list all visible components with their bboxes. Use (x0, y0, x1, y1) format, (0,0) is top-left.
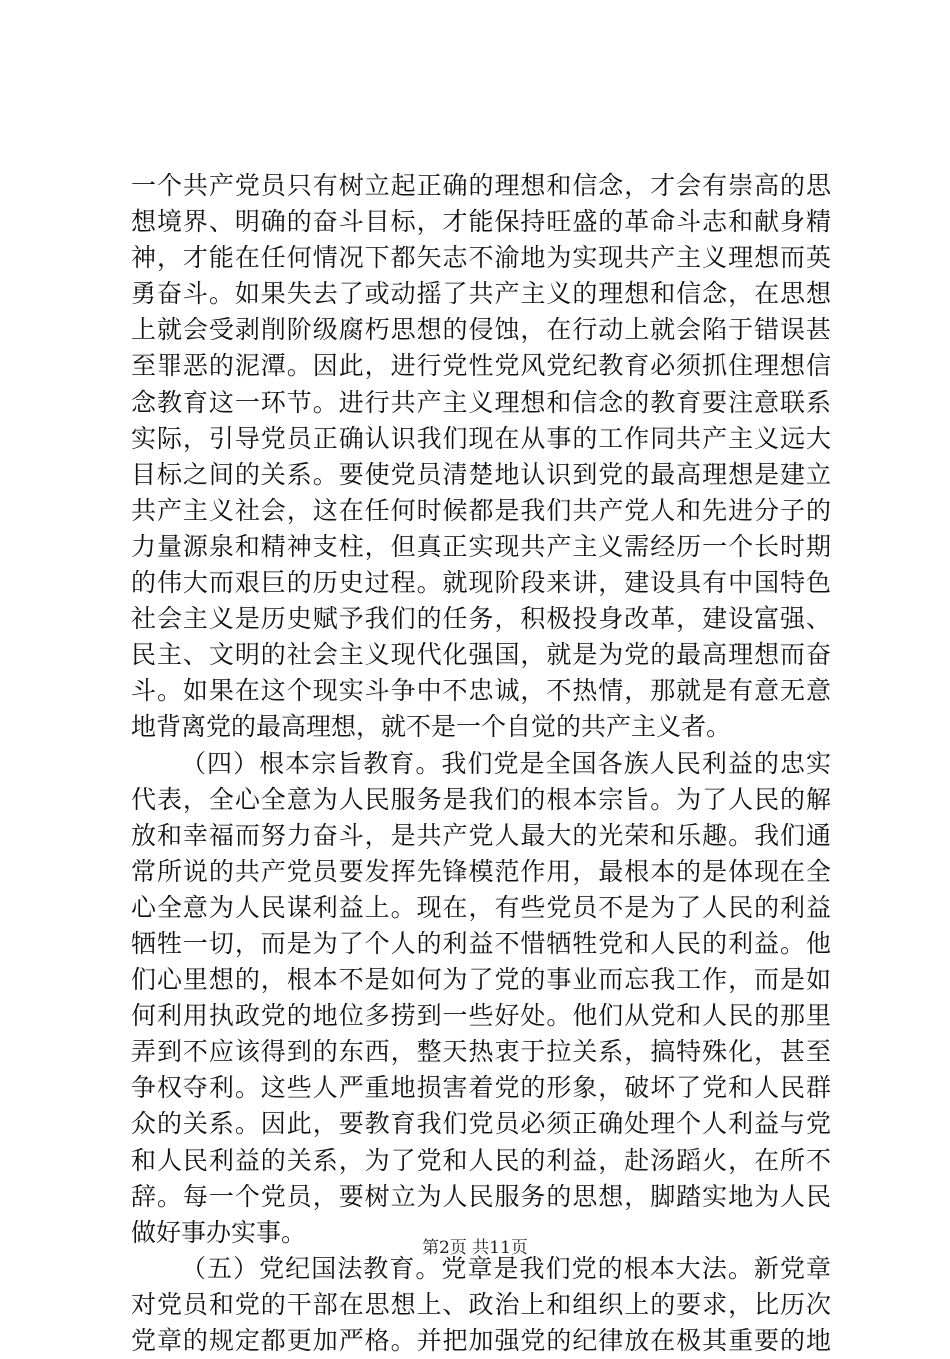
text-line: 至罪恶的泥潭。因此，进行党性党风党纪教育必须抓住理想信 (131, 351, 831, 381)
text-line: 和人民利益的关系，为了党和人民的利益，赴汤蹈火，在所不 (131, 1145, 831, 1175)
text-line: 斗。如果在这个现实斗争中不忠诚，不热情，那就是有意无意 (131, 676, 831, 706)
text-line: 社会主义是历史赋予我们的任务，积极投身改革，建设富强、 (131, 604, 831, 634)
text-line: 勇奋斗。如果失去了或动摇了共产主义的理想和信念，在思想 (131, 279, 831, 309)
text-line: 争权夺利。这些人严重地损害着党的形象，破坏了党和人民群 (131, 1073, 831, 1103)
text-line: 想境界、明确的奋斗目标，才能保持旺盛的革命斗志和献身精 (131, 207, 831, 237)
text-line: 弄到不应该得到的东西，整天热衷于拉关系，搞特殊化，甚至 (131, 1037, 831, 1067)
page-number-footer: 第2页 共11页 (422, 1238, 528, 1258)
text-line: 们心里想的，根本不是如何为了党的事业而忘我工作，而是如 (131, 965, 831, 995)
text-line: 念教育这一环节。进行共产主义理想和信念的教育要注意联系 (131, 387, 831, 417)
text-line: 上就会受剥削阶级腐朽思想的侵蚀，在行动上就会陷于错误甚 (131, 315, 831, 345)
text-line: 地背离党的最高理想，就不是一个自觉的共产主义者。 (131, 712, 732, 742)
text-line: 党章的规定都更加严格。并把加强党的纪律放在极其重要的地 (131, 1326, 831, 1355)
text-line: 力量源泉和精神支柱，但真正实现共产主义需经历一个长时期 (131, 531, 831, 561)
text-line: 一个共产党员只有树立起正确的理想和信念，才会有崇高的思 (131, 171, 831, 200)
text-line: 目标之间的关系。要使党员清楚地认识到党的最高理想是建立 (131, 459, 831, 489)
text-line: 心全意为人民谋利益上。现在，有些党员不是为了人民的利益 (131, 892, 831, 922)
text-line: 放和幸福而努力奋斗，是共产党人最大的光荣和乐趣。我们通 (131, 820, 831, 850)
text-line: 众的关系。因此，要教育我们党员必须正确处理个人利益与党 (131, 1109, 831, 1139)
text-line: 对党员和党的干部在思想上、政治上和组织上的要求，比历次 (131, 1289, 831, 1319)
text-line: 牺牲一切，而是为了个人的利益不惜牺牲党和人民的利益。他 (131, 928, 831, 958)
document-body (131, 168, 831, 1359)
text-line: 的伟大而艰巨的历史过程。就现阶段来讲，建设具有中国特色 (131, 568, 831, 598)
text-line: 民主、文明的社会主义现代化强国，就是为党的最高理想而奋 (131, 640, 831, 670)
text-line: 代表，全心全意为人民服务是我们的根本宗旨。为了人民的解 (131, 784, 831, 814)
text-line: 实际，引导党员正确认识我们现在从事的工作同共产主义远大 (131, 423, 831, 453)
text-line: （四）根本宗旨教育。我们党是全国各族人民利益的忠实 (181, 748, 831, 778)
text-line: 神，才能在任何情况下都矢志不渝地为实现共产主义理想而英 (131, 243, 831, 273)
text-line: 常所说的共产党员要发挥先锋模范作用，最根本的是体现在全 (131, 856, 831, 886)
text-line: 做好事办实事。 (131, 1217, 307, 1247)
text-line: （五）党纪国法教育。党章是我们党的根本大法。新党章 (181, 1253, 831, 1283)
text-line: 共产主义社会，这在任何时候都是我们共产党人和先进分子的 (131, 495, 831, 525)
text-line: 辞。每一个党员，要树立为人民服务的思想，脚踏实地为人民 (131, 1181, 831, 1211)
text-line: 何利用执政党的地位多捞到一些好处。他们从党和人民的那里 (131, 1001, 831, 1031)
